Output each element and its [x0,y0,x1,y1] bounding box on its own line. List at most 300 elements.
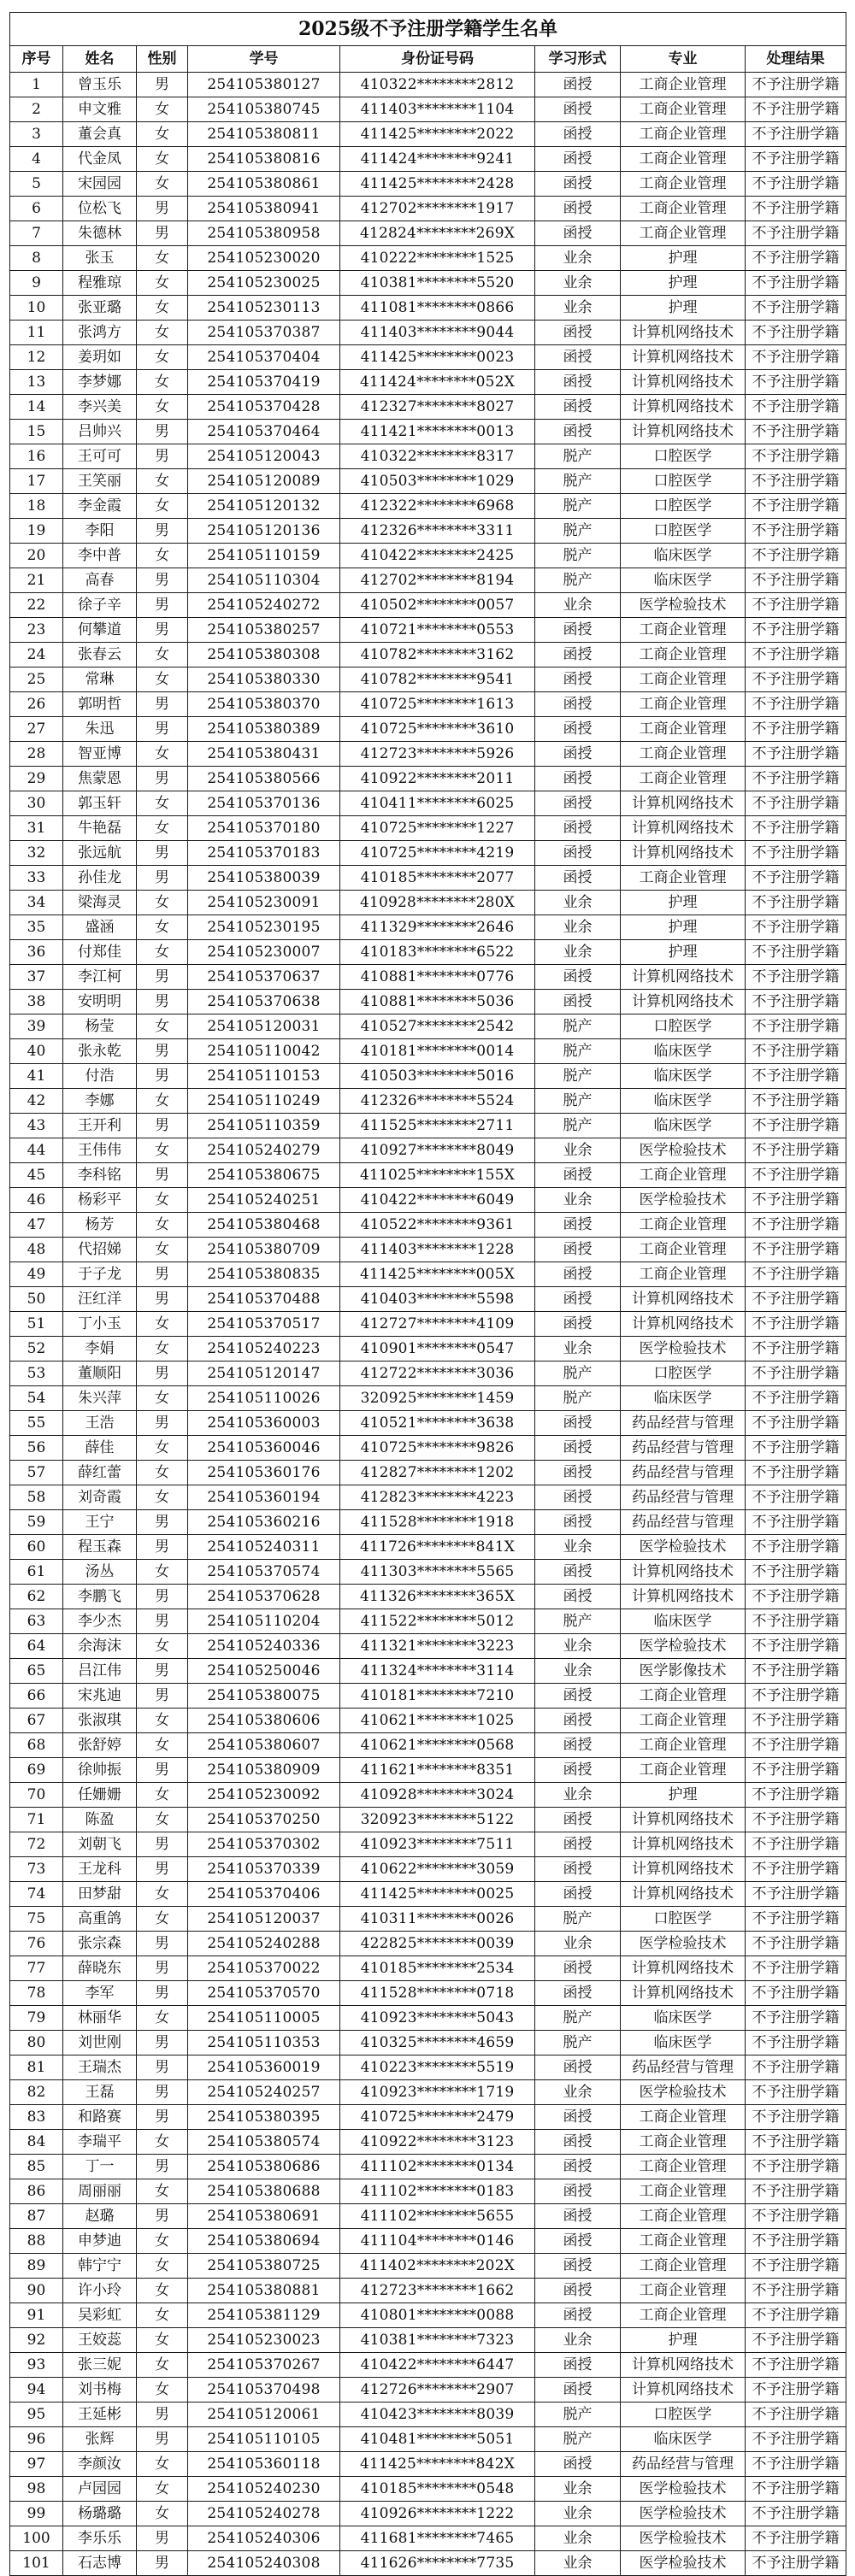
student-name: 李金霞 [63,494,137,519]
gender: 男 [137,2427,188,2452]
major: 计算机网络技术 [621,1956,746,1981]
id-card-number: 411726********841X [340,1535,535,1560]
study-mode: 脱产 [535,1362,621,1386]
major: 药品经营与管理 [621,2452,746,2477]
gender: 女 [137,2006,188,2031]
header-row [10,46,846,73]
row-index: 3 [10,122,63,147]
gender: 男 [137,1832,188,1857]
student-id: 254105380330 [188,668,340,692]
result: 不予注册学籍 [746,1783,846,1808]
study-mode: 业余 [535,1932,621,1956]
major: 工商企业管理 [621,1758,746,1783]
gender: 男 [137,1535,188,1560]
major: 工商企业管理 [621,2105,746,2130]
id-card-number: 411621********8351 [340,1758,535,1783]
id-card-number: 410725********1613 [340,692,535,717]
result: 不予注册学籍 [746,1485,846,1510]
row-index: 73 [10,1857,63,1882]
student-id: 254105380039 [188,866,340,891]
result: 不予注册学籍 [746,97,846,122]
col-header-student-id: 学号 [188,46,340,73]
result: 不予注册学籍 [746,1114,846,1138]
row-index: 91 [10,2303,63,2328]
row-index: 80 [10,2031,63,2056]
student-name: 王浩 [63,1411,137,1436]
result: 不予注册学籍 [746,370,846,395]
table-row [10,2303,846,2328]
result: 不予注册学籍 [746,618,846,643]
row-index: 7 [10,221,63,246]
row-index: 66 [10,1684,63,1709]
result: 不予注册学籍 [746,1213,846,1238]
student-name: 高重鸽 [63,1907,137,1932]
study-mode: 业余 [535,2080,621,2105]
result: 不予注册学籍 [746,1882,846,1907]
row-index: 53 [10,1362,63,1386]
id-card-number: 410181********0014 [340,1039,535,1064]
row-index: 86 [10,2179,63,2204]
student-id: 254105380431 [188,742,340,767]
major: 医学检验技术 [621,2477,746,2502]
id-card-number: 410521********3638 [340,1411,535,1436]
row-index: 32 [10,841,63,866]
row-index: 68 [10,1733,63,1758]
gender: 女 [137,891,188,915]
student-id: 254105370267 [188,2353,340,2378]
id-card-number: 410725********3610 [340,717,535,742]
study-mode: 业余 [535,2551,621,2576]
table-row [10,97,846,122]
id-card-number: 410527********2542 [340,1015,535,1039]
result: 不予注册学籍 [746,1609,846,1634]
student-id: 254105240306 [188,2526,340,2551]
student-id: 254105370183 [188,841,340,866]
table-row [10,544,846,568]
student-name: 李颜汝 [63,2452,137,2477]
table-row [10,1138,846,1163]
result: 不予注册学籍 [746,1758,846,1783]
student-id: 254105120132 [188,494,340,519]
gender: 男 [137,420,188,444]
row-index: 95 [10,2403,63,2427]
student-id: 254105110105 [188,2427,340,2452]
gender: 女 [137,296,188,321]
student-id: 254105110204 [188,1609,340,1634]
id-card-number: 411425********2022 [340,122,535,147]
result: 不予注册学籍 [746,544,846,568]
table-row [10,1337,846,1362]
result: 不予注册学籍 [746,1709,846,1733]
student-id: 254105110153 [188,1064,340,1089]
result: 不予注册学籍 [746,1188,846,1213]
study-mode: 函授 [535,172,621,197]
gender: 男 [137,1981,188,2006]
gender: 男 [137,221,188,246]
result: 不予注册学籍 [746,2477,846,2502]
id-card-number: 410422********2425 [340,544,535,568]
student-id: 254105230092 [188,1783,340,1808]
row-index: 59 [10,1510,63,1535]
table-row [10,1659,846,1684]
student-id: 254105370404 [188,345,340,370]
student-name: 张远航 [63,841,137,866]
gender: 女 [137,1436,188,1461]
major: 计算机网络技术 [621,2378,746,2403]
student-name: 董顺阳 [63,1362,137,1386]
major: 临床医学 [621,2006,746,2031]
major: 医学检验技术 [621,1337,746,1362]
student-id: 254105240223 [188,1337,340,1362]
id-card-number: 411421********0013 [340,420,535,444]
id-card-number: 412326********5524 [340,1089,535,1114]
student-name: 薛红蕾 [63,1461,137,1485]
result: 不予注册学籍 [746,2353,846,2378]
gender: 男 [137,1287,188,1312]
student-id: 254105380835 [188,1262,340,1287]
id-card-number: 410223********5519 [340,2056,535,2080]
table-row [10,1064,846,1089]
student-name: 常琳 [63,668,137,692]
major: 口腔医学 [621,444,746,469]
table-row [10,1188,846,1213]
table-row [10,147,846,172]
study-mode: 脱产 [535,1609,621,1634]
student-name: 汪红洋 [63,1287,137,1312]
table-row [10,668,846,692]
student-name: 董会真 [63,122,137,147]
id-card-number: 410522********9361 [340,1213,535,1238]
gender: 女 [137,271,188,296]
row-index: 70 [10,1783,63,1808]
result: 不予注册学籍 [746,2403,846,2427]
result: 不予注册学籍 [746,2031,846,2056]
result: 不予注册学籍 [746,197,846,221]
result: 不予注册学籍 [746,172,846,197]
study-mode: 业余 [535,1188,621,1213]
gender: 女 [137,2452,188,2477]
table-row [10,73,846,97]
student-name: 李江柯 [63,965,137,990]
table-row [10,2477,846,2502]
id-card-number: 410901********0547 [340,1337,535,1362]
major: 药品经营与管理 [621,1411,746,1436]
table-row [10,965,846,990]
result: 不予注册学籍 [746,866,846,891]
student-name: 代招娣 [63,1238,137,1262]
student-id: 254105370406 [188,1882,340,1907]
major: 工商企业管理 [621,2155,746,2179]
major: 药品经营与管理 [621,2056,746,2080]
result: 不予注册学籍 [746,940,846,965]
table-row [10,420,846,444]
student-id: 254105370570 [188,1981,340,2006]
study-mode: 函授 [535,1485,621,1510]
result: 不予注册学籍 [746,147,846,172]
id-card-number: 410222********1525 [340,246,535,271]
student-name: 刘书梅 [63,2378,137,2403]
id-card-number: 410381********7323 [340,2328,535,2353]
major: 工商企业管理 [621,767,746,791]
id-card-number: 412702********1917 [340,197,535,221]
student-id: 254105380395 [188,2105,340,2130]
id-card-number: 410923********5043 [340,2006,535,2031]
student-id: 254105360019 [188,2056,340,2080]
table-row [10,692,846,717]
row-index: 46 [10,1188,63,1213]
row-index: 54 [10,1386,63,1411]
student-name: 汤丛 [63,1560,137,1585]
row-index: 90 [10,2279,63,2303]
student-name: 王开利 [63,1114,137,1138]
table-row [10,2403,846,2427]
student-name: 石志博 [63,2551,137,2576]
study-mode: 业余 [535,1783,621,1808]
result: 不予注册学籍 [746,2279,846,2303]
result: 不予注册学籍 [746,1585,846,1609]
row-index: 60 [10,1535,63,1560]
table-row [10,1981,846,2006]
id-card-number: 411081********0866 [340,296,535,321]
row-index: 47 [10,1213,63,1238]
gender: 女 [137,2279,188,2303]
row-index: 11 [10,321,63,345]
student-name: 张舒婷 [63,1733,137,1758]
row-index: 30 [10,791,63,816]
col-header-id-card: 身份证号码 [340,46,535,73]
id-card-number: 411025********155X [340,1163,535,1188]
row-index: 93 [10,2353,63,2378]
gender: 女 [137,370,188,395]
student-id: 254105240278 [188,2502,340,2526]
result: 不予注册学籍 [746,395,846,420]
student-name: 周丽丽 [63,2179,137,2204]
result: 不予注册学籍 [746,915,846,940]
study-mode: 函授 [535,147,621,172]
row-index: 39 [10,1015,63,1039]
row-index: 1 [10,73,63,97]
result: 不予注册学籍 [746,519,846,544]
student-name: 李科铭 [63,1163,137,1188]
study-mode: 脱产 [535,519,621,544]
study-mode: 业余 [535,1535,621,1560]
row-index: 23 [10,618,63,643]
row-index: 5 [10,172,63,197]
student-id: 254105110026 [188,1386,340,1411]
result: 不予注册学籍 [746,1287,846,1312]
major: 医学检验技术 [621,2551,746,2576]
result: 不予注册学籍 [746,791,846,816]
row-index: 77 [10,1956,63,1981]
gender: 女 [137,172,188,197]
result: 不予注册学籍 [746,1907,846,1932]
table-row [10,841,846,866]
id-card-number: 410926********1222 [340,2502,535,2526]
study-mode: 函授 [535,866,621,891]
student-id: 254105380127 [188,73,340,97]
result: 不予注册学籍 [746,1560,846,1585]
gender: 女 [137,2303,188,2328]
student-name: 姜玥如 [63,345,137,370]
student-name: 李少杰 [63,1609,137,1634]
major: 计算机网络技术 [621,965,746,990]
gender: 女 [137,1808,188,1832]
major: 护理 [621,246,746,271]
gender: 男 [137,2155,188,2179]
id-card-number: 411324********3114 [340,1659,535,1684]
id-card-number: 411102********5655 [340,2204,535,2229]
student-id: 254105230091 [188,891,340,915]
student-id: 254105380688 [188,2179,340,2204]
table-row [10,1312,846,1337]
gender: 男 [137,990,188,1015]
table-row [10,1362,846,1386]
row-index: 83 [10,2105,63,2130]
table-row [10,1709,846,1733]
row-index: 49 [10,1262,63,1287]
result: 不予注册学籍 [746,1535,846,1560]
major: 工商企业管理 [621,1238,746,1262]
gender: 女 [137,1783,188,1808]
gender: 男 [137,841,188,866]
id-card-number: 410423********8039 [340,2403,535,2427]
table-row [10,2254,846,2279]
major: 临床医学 [621,1609,746,1634]
table-row [10,767,846,791]
student-name: 徐子辛 [63,593,137,618]
id-card-number: 411425********842X [340,2452,535,2477]
gender: 男 [137,1956,188,1981]
result: 不予注册学籍 [746,246,846,271]
major: 药品经营与管理 [621,1485,746,1510]
student-id: 254105240230 [188,2477,340,2502]
row-index: 20 [10,544,63,568]
student-name: 代金凤 [63,147,137,172]
table-row [10,1015,846,1039]
row-index: 36 [10,940,63,965]
student-name: 李瑞平 [63,2130,137,2155]
gender: 男 [137,1064,188,1089]
student-name: 任姗姗 [63,1783,137,1808]
result: 不予注册学籍 [746,444,846,469]
study-mode: 函授 [535,2204,621,2229]
study-mode: 函授 [535,2155,621,2179]
student-id: 254105120037 [188,1907,340,1932]
table-row [10,2179,846,2204]
study-mode: 业余 [535,2477,621,2502]
student-id: 254105380861 [188,172,340,197]
student-id: 254105380694 [188,2229,340,2254]
table-row [10,197,846,221]
gender: 男 [137,2403,188,2427]
student-id: 254105240279 [188,1138,340,1163]
table-title: 2025级不予注册学籍学生名单 [10,13,846,46]
gender: 男 [137,1362,188,1386]
student-id: 254105380691 [188,2204,340,2229]
result: 不予注册学籍 [746,1238,846,1262]
study-mode: 脱产 [535,1089,621,1114]
result: 不予注册学籍 [746,321,846,345]
row-index: 9 [10,271,63,296]
study-mode: 函授 [535,2303,621,2328]
id-card-number: 410881********5036 [340,990,535,1015]
student-name: 李娟 [63,1337,137,1362]
gender: 女 [137,122,188,147]
row-index: 87 [10,2204,63,2229]
major: 计算机网络技术 [621,2353,746,2378]
gender: 女 [137,1386,188,1411]
study-mode: 函授 [535,1262,621,1287]
id-card-number: 410411********6025 [340,791,535,816]
table-row [10,2279,846,2303]
major: 工商企业管理 [621,1684,746,1709]
row-index: 55 [10,1411,63,1436]
student-name: 王姣蕊 [63,2328,137,2353]
gender: 男 [137,593,188,618]
study-mode: 函授 [535,2378,621,2403]
study-mode: 函授 [535,2179,621,2204]
student-id: 254105380725 [188,2254,340,2279]
student-name: 程玉森 [63,1535,137,1560]
student-id: 254105120061 [188,2403,340,2427]
student-id: 254105240311 [188,1535,340,1560]
study-mode: 函授 [535,1684,621,1709]
study-mode: 函授 [535,1857,621,1882]
id-card-number: 410185********2534 [340,1956,535,1981]
student-name: 安明明 [63,990,137,1015]
major: 计算机网络技术 [621,1857,746,1882]
major: 计算机网络技术 [621,345,746,370]
student-name: 杨璐璐 [63,2502,137,2526]
result: 不予注册学籍 [746,965,846,990]
student-id: 254105380881 [188,2279,340,2303]
study-mode: 函授 [535,73,621,97]
major: 口腔医学 [621,2403,746,2427]
gender: 女 [137,2130,188,2155]
result: 不予注册学籍 [746,2303,846,2328]
gender: 女 [137,1485,188,1510]
id-card-number: 411528********1918 [340,1510,535,1535]
gender: 男 [137,73,188,97]
student-id: 254105370628 [188,1585,340,1609]
student-name: 韩宁宁 [63,2254,137,2279]
table-row [10,1882,846,1907]
student-name: 朱迅 [63,717,137,742]
student-id: 254105360046 [188,1436,340,1461]
table-row [10,494,846,519]
student-name: 李中普 [63,544,137,568]
study-mode: 函授 [535,2254,621,2279]
id-card-number: 410381********5520 [340,271,535,296]
study-mode: 函授 [535,1808,621,1832]
row-index: 15 [10,420,63,444]
study-mode: 函授 [535,321,621,345]
id-card-number: 410801********0088 [340,2303,535,2328]
gender: 男 [137,1510,188,1535]
gender: 女 [137,2254,188,2279]
student-id: 254105110353 [188,2031,340,2056]
id-card-number: 410403********5598 [340,1287,535,1312]
gender: 男 [137,965,188,990]
student-name: 付郑佳 [63,940,137,965]
result: 不予注册学籍 [746,1089,846,1114]
study-mode: 函授 [535,692,621,717]
row-index: 22 [10,593,63,618]
student-name: 和路赛 [63,2105,137,2130]
table-row [10,1609,846,1634]
table-row [10,246,846,271]
student-id: 254105370387 [188,321,340,345]
